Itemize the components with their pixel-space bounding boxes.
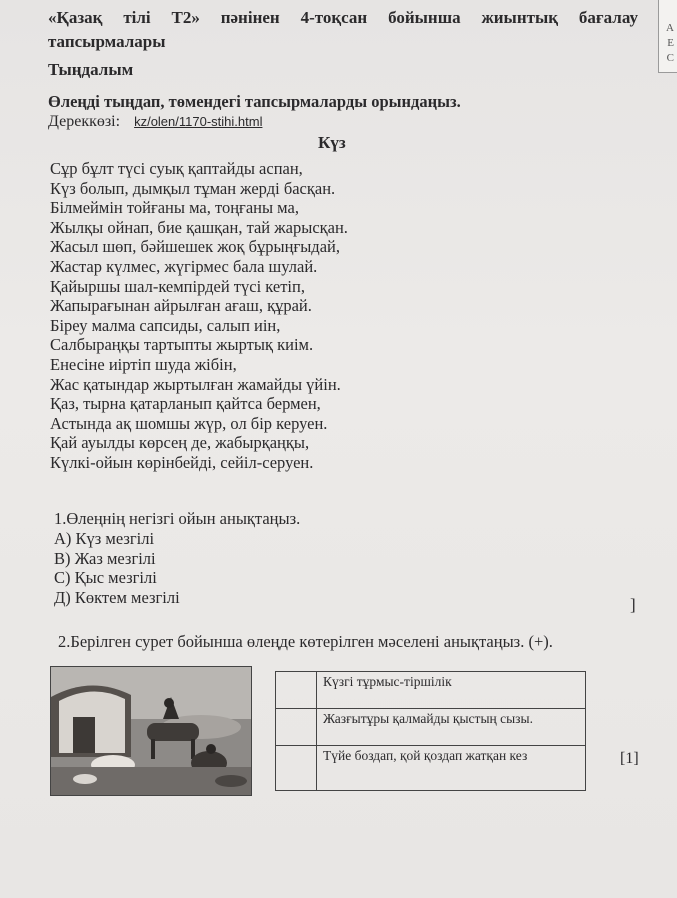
poem-line: Сұр бұлт түсі суық қаптайды аспан, (50, 159, 303, 178)
option-b[interactable]: В) Жаз мезгілі (54, 548, 156, 568)
question-1-options (54, 529, 180, 607)
poem-line: Енесіне иіртіп шуда жібін, (50, 354, 237, 374)
title-word: «Қазақ (48, 8, 103, 27)
title-word: бойынша (388, 8, 461, 27)
poem-lines (50, 159, 348, 473)
poem-line: Жас қатындар жыртылған жамайды үйін. (50, 374, 341, 394)
poem-line: Жастар күлмес, жүгірмес бала шулай. (50, 256, 318, 276)
score-points: [1] (620, 750, 639, 767)
poem-line: Жапырағынан айрылған ағаш, құрай. (50, 296, 312, 316)
poem-line: Қайыршы шал-кемпірдей түсі кетіп, (50, 276, 305, 296)
nomad-camp-illustration (50, 666, 252, 796)
answer-mark-cell[interactable] (276, 746, 317, 791)
answer-text: Күзгі тұрмыс-тіршілік (317, 672, 586, 709)
adjacent-sheet-edge (658, 0, 677, 73)
source-label: Дереккөзі: (48, 113, 121, 130)
poem-line: Жылқы ойнап, бие қашқан, тай жарысқан. (50, 217, 348, 237)
option-c[interactable]: С) Қыс мезгілі (54, 568, 157, 587)
answer-row (276, 672, 586, 709)
side-letter: C (666, 52, 674, 64)
answer-mark-cell[interactable] (276, 709, 317, 746)
illustration-drawing (51, 667, 251, 795)
title-word: пәнінен (220, 8, 280, 27)
document-title (48, 6, 638, 54)
answer-table (275, 671, 586, 791)
poem-line: Білмеймін тойғаны ма, тоңғаны ма, (50, 198, 299, 218)
task-instruction: Өлеңді тыңдап, төмендегі тапсырмаларды орындаңыз. (48, 92, 461, 111)
option-a[interactable]: А) Күз мезгілі (54, 529, 155, 548)
poem-line: Қай ауылды көрсең де, жабырқаңқы, (50, 433, 310, 453)
title-line-2: тапсырмалары (48, 32, 166, 51)
source-link[interactable]: kz/olen/1170-stihi.html (134, 114, 263, 129)
poem-title: Күз (318, 133, 346, 152)
poem-line: Астында ақ шомшы жүр, ол бір керуен. (50, 413, 328, 433)
answer-mark-cell[interactable] (276, 672, 317, 709)
source-line (48, 113, 262, 131)
answer-text: Жазғытұры қалмайды қыстың сызы. (317, 709, 586, 746)
poem-line: Күлкі-ойын көрінбейді, сейіл-серуен. (50, 452, 314, 472)
title-word: 4-тоқсан (300, 8, 368, 27)
answer-row (276, 709, 586, 746)
title-word: жиынтық (481, 8, 559, 27)
title-word: тілі (123, 8, 151, 27)
section-heading: Тыңдалым (48, 60, 134, 79)
option-d[interactable]: Д) Көктем мезгілі (54, 587, 180, 607)
question-2: 2.Берілген сурет бойынша өлеңде көтерілген мәселені анықтаңыз. (+). (58, 632, 553, 651)
poem-line: Қаз, тырна қатарланып қайтса бермен, (50, 394, 321, 414)
title-word: бағалау (578, 8, 638, 27)
poem-line: Біреу малма сапсиды, салып иін, (50, 315, 281, 335)
answer-row (276, 746, 586, 791)
poem-line: Салбыраңқы тартыпты жыртық киім. (50, 335, 314, 355)
side-letter: A (666, 22, 674, 34)
answer-text: Түйе боздап, қой қоздап жатқан кез (317, 746, 586, 791)
side-letter: E (667, 37, 674, 49)
poem-line: Жасыл шөп, бәйшешек жоқ бұрыңғыдай, (50, 237, 340, 257)
poem-line: Күз болып, дымқыл тұман жерді басқан. (50, 178, 336, 198)
question-1: 1.Өлеңнің негізгі ойын анықтаңыз. (54, 509, 301, 528)
score-bracket: ] (630, 595, 636, 614)
title-word: Т2» (171, 8, 200, 27)
